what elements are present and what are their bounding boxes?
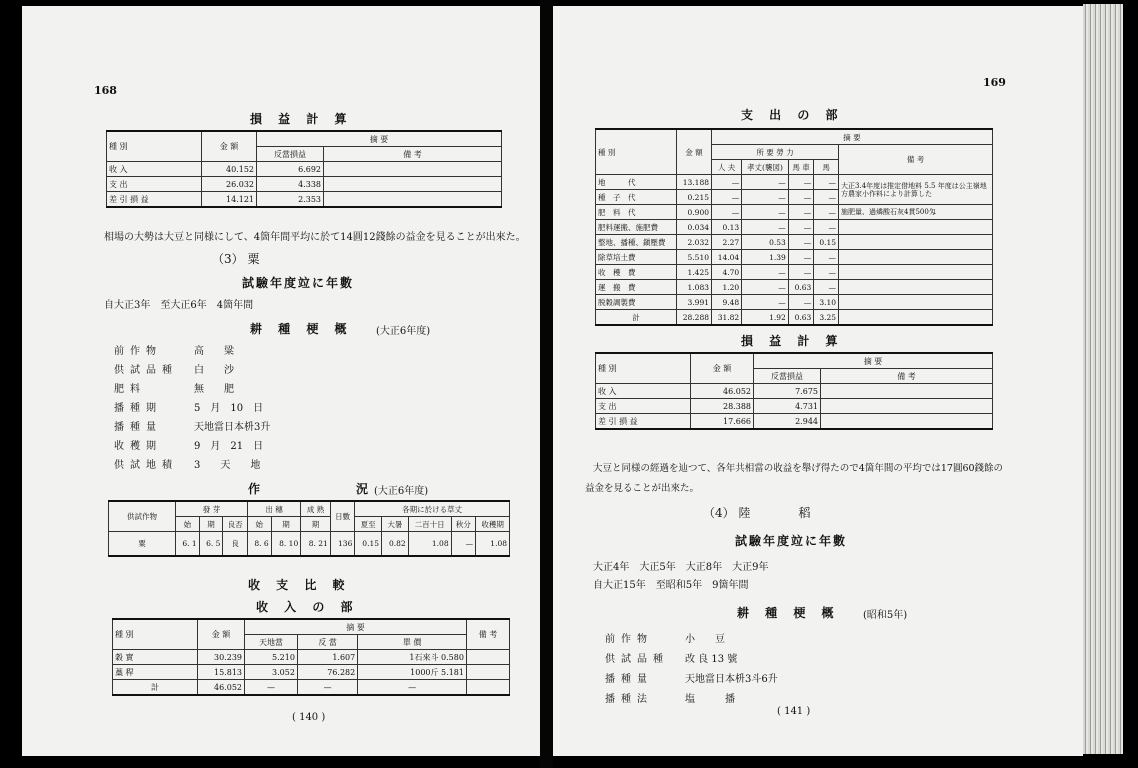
- cultivation-title: 耕 種 梗 概: [737, 606, 840, 620]
- table-title: 損 益 計 算: [250, 112, 353, 126]
- table-row: 穀 實 30.239 5.210 1.607 1石來斗 0.580: [113, 650, 510, 665]
- table-row: 整地、播種、鎭壓費 2.032 2.27 0.53 — 0.15: [596, 235, 993, 250]
- col-per-tan: 反當損益: [257, 147, 324, 162]
- table-row: 粟 6. 1 6. 5 良 8. 6 8. 10 8. 21 136 0.15 0.82 1.08 — 1.08: [109, 532, 510, 556]
- table-row: 脱穀調製費 3.991 9.48 — — 3.10: [596, 295, 993, 310]
- cultivation-year: (昭和5年): [863, 610, 908, 621]
- cultivation-item: 供試地積 3 天 地: [114, 460, 261, 471]
- note: 相場の大勢は大豆と同様にして、4箇年間平均に於て14圓12錢餘の益金を見ることが出來た。: [104, 232, 526, 243]
- col-summary: 摘 要: [257, 131, 502, 147]
- years-title: 試驗年度竝に年數: [242, 276, 355, 290]
- balance-title: 收 支 比 較: [248, 578, 351, 592]
- page-stack-edge: [1083, 4, 1123, 754]
- page-footer: ( 140 ): [292, 712, 326, 723]
- years-text: 自大正3年 至大正6年 4箇年間: [104, 300, 254, 311]
- col-amount: 金 額: [202, 131, 257, 162]
- profit-loss-table: [106, 130, 502, 208]
- cultivation-item: 播種法 塩 播: [605, 694, 735, 705]
- cultivation-title: 耕 種 梗 概: [250, 322, 353, 336]
- income-title: 收 入 の 部: [256, 600, 359, 614]
- growth-title: 作 況: [248, 482, 375, 496]
- table-row: 除草培土費 5.510 14.04 1.39 — —: [596, 250, 993, 265]
- page-footer: ( 141 ): [777, 706, 811, 717]
- cultivation-item: 播種期 5 月 10 日: [114, 403, 264, 414]
- cultivation-item: 播種量 天地當日本枡3升: [114, 422, 271, 433]
- table-row: 收 穫 費 1.425 4.70 — — —: [596, 265, 993, 280]
- profit-loss-table: 種 別 金 額 摘 要 反當損益 備 考 收 入 46.052 7.675 支 出 28.388 4.731 差 引 損 益 17.666 2.944: [595, 352, 993, 430]
- cultivation-item: 肥料 無 肥: [114, 384, 234, 395]
- years-title: 試驗年度竝に年數: [735, 534, 848, 548]
- page-number: 168: [94, 84, 117, 97]
- years-line: 大正4年 大正5年 大正8年 大正9年: [593, 562, 769, 573]
- years-line: 自大正15年 至昭和5年 9箇年間: [593, 580, 749, 591]
- cultivation-item: 供試品種 改 良 13 號: [605, 654, 738, 665]
- growth-year: (大正6年度): [374, 486, 429, 497]
- cultivation-item: 供試品種 白 沙: [114, 365, 234, 376]
- table-row: 差 引 損 益 14.121 2.353: [107, 192, 502, 208]
- table-row: 種 子 代 0.215 — — — —: [596, 190, 993, 205]
- table-row: 收 入 46.052 7.675: [596, 384, 993, 399]
- table-row: 支 出 28.388 4.731: [596, 399, 993, 414]
- book-gutter: [540, 0, 553, 768]
- right-page: [553, 6, 1083, 756]
- col-remarks: 備 考: [324, 147, 502, 162]
- table-row: 運 搬 費 1.083 1.20 — 0.63 —: [596, 280, 993, 295]
- cultivation-item: 前作物 小 豆: [605, 634, 725, 645]
- cultivation-item: 播種量 天地當日本枡3斗6升: [605, 674, 778, 685]
- col-kind: 種 別: [107, 131, 202, 162]
- table-title: 損 益 計 算: [741, 334, 844, 348]
- cultivation-item: 前作物 高 粱: [114, 346, 234, 357]
- section-heading: （4） 陸 稻: [703, 506, 811, 520]
- table-row: 肥料運搬、施肥費 0.034 0.13 — — —: [596, 220, 993, 235]
- table-row: 收 入 40.152 6.692: [107, 162, 502, 177]
- income-table: 種 別 金 額 摘 要 備 考 天地當 反 當 單 價 穀 實 30.239 5.210 1.607 1石來斗 0.580 藁 稈 15.813 3.052 76.282 1000斤 5.181 計 46.052 — — —: [112, 618, 510, 696]
- page-number: 169: [983, 76, 1006, 89]
- expense-table: 種 別 金 額 摘 要 所 要 勞 力 備 考 人 夫 孝丈(襲図) 馬 車 馬 地 代 13.188 — — — — 大正3.4年度は推定借地料 5.5 年度は公主嶺地方農家小作料により計算した 種 子 代 0.215 — — — — 肥 料 代 0.900 — — — — 施肥量、過燐酸石灰4貫500匁 肥料運搬、施肥費 0.034 0.13 — — — 整地、播種、鎭壓費 2.032 2.27 0.53 — 0.15 除草培土費 5.510 14.04 1.39 — — 收 穫 費 1.425 4.70 — — — 運 搬 費 1.083 1.20 — 0.63 — 脱穀調製費 3.991 9.48 — — 3.10 計 28.288 31.82 1.92 0.63 3.25: [595, 128, 993, 326]
- note: 大豆と同様の經過を辿つて、各年共相當の收益を舉げ得たので4箇年間の平均では17圓60錢餘の: [593, 463, 1004, 474]
- table-row: 計 28.288 31.82 1.92 0.63 3.25: [596, 310, 993, 326]
- table-row: 支 出 26.032 4.338: [107, 177, 502, 192]
- cultivation-item: 收穫期 9 月 21 日: [114, 441, 264, 452]
- table-row: 肥 料 代 0.900 — — — — 施肥量、過燐酸石灰4貫500匁: [596, 205, 993, 220]
- table-row: 計 46.052 — — —: [113, 680, 510, 696]
- table-row: 差 引 損 益 17.666 2.944: [596, 414, 993, 430]
- growth-table: 供試作物 發 芽 出 穗 成 熟 日數 各期に於ける草丈 始 期 良否 始 期 期 夏至 大暑 二百十日 秋分 收穫期 粟 6. 1 6. 5 良 8. 6 8. 10 8. 21 136 0.15 0.82 1.08 — 1.08: [108, 500, 510, 557]
- expense-title: 支 出 の 部: [741, 108, 844, 122]
- section-heading: （3） 粟: [212, 252, 260, 266]
- cultivation-year: (大正6年度): [376, 326, 431, 337]
- table-row: 地 代 13.188 — — — — 大正3.4年度は推定借地料 5.5 年度は公主嶺地方農家小作料により計算した: [596, 175, 993, 190]
- left-page: [22, 6, 540, 756]
- note: 益金を見ることが出來た。: [585, 483, 700, 494]
- table-row: 藁 稈 15.813 3.052 76.282 1000斤 5.181: [113, 665, 510, 680]
